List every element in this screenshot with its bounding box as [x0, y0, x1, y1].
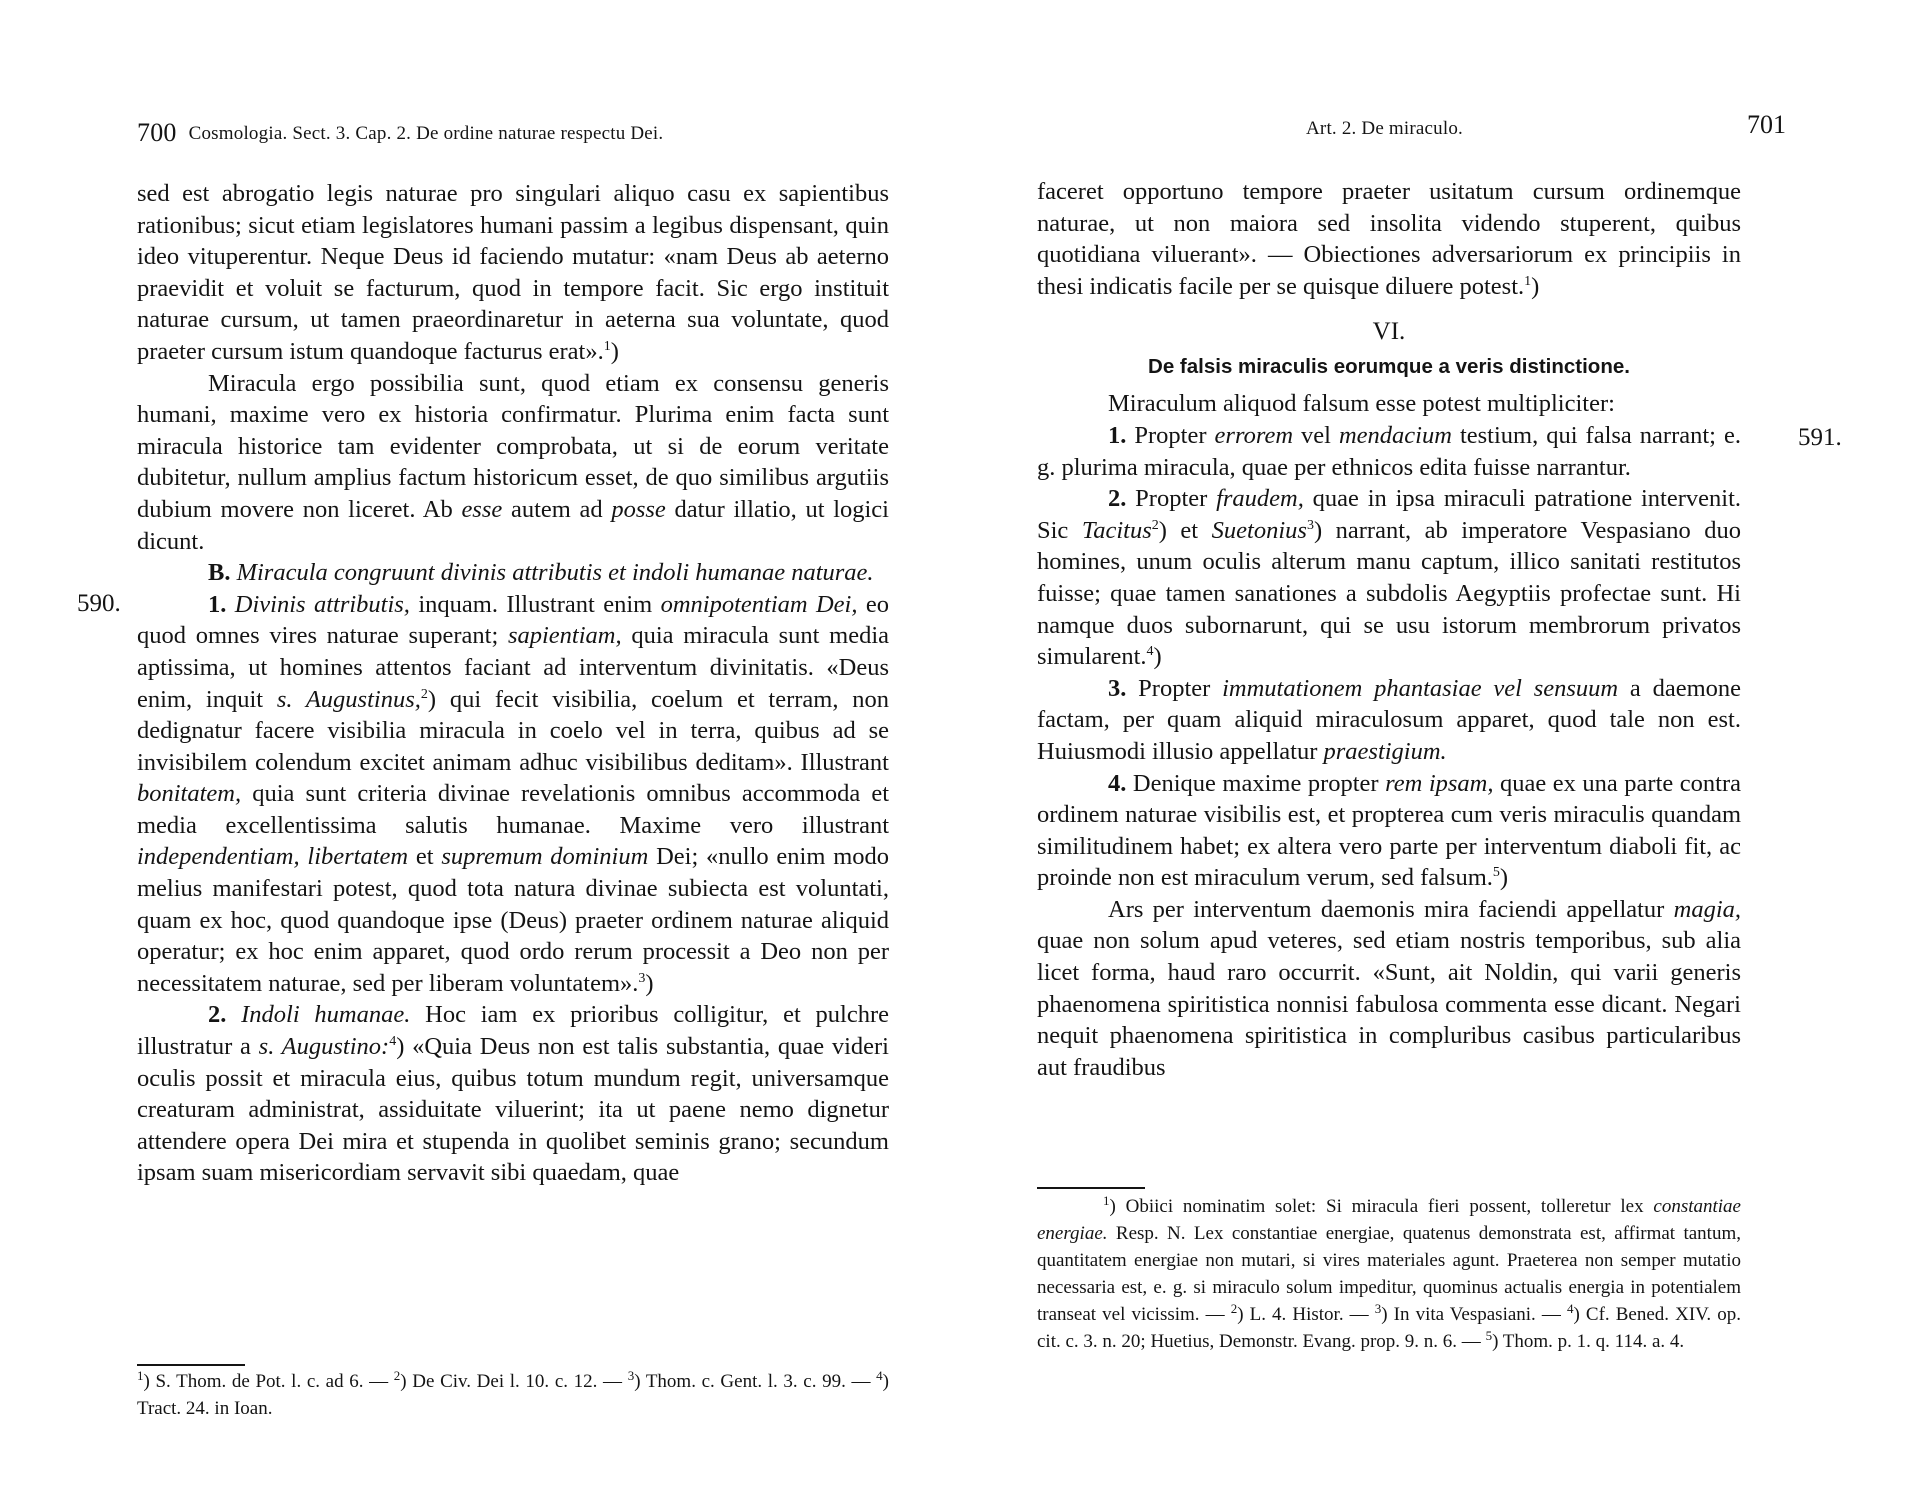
text-run: omnipotentiam Dei, — [660, 590, 858, 618]
text-run: 1. — [208, 590, 227, 618]
footnote-marker: 3 — [627, 1368, 635, 1383]
paragraph — [1037, 420, 1741, 483]
footnote-marker: 5 — [1492, 865, 1500, 881]
text-run: ) Obiici nominatim solet: Si miracula fieri possent, tolleretur lex — [1109, 1196, 1654, 1217]
text-run: 2. — [1108, 485, 1127, 513]
footnote-marker: 1 — [603, 338, 611, 354]
text-run: Suetonius — [1211, 516, 1307, 544]
text-run: ) «Quia Deus non est talis substantia, quae videri oculis possit et miracula eius, quibus totum mundum regit, universamque creaturam administrat, assiduitate viluerint; ita ut paene nemo dignetur attendere opera Dei mira et stupenda in quolibet seminis grano; secundum ipsam suam misericordiam servavit sibi quaedam, quae — [137, 1033, 889, 1187]
footnote-marker: 3 — [638, 970, 646, 986]
page-number: 701 — [1747, 110, 1786, 139]
text-run: 4. — [1108, 769, 1127, 797]
text-run: Propter — [1126, 485, 1217, 513]
text-run: esse — [461, 495, 503, 523]
footnotes — [137, 1368, 889, 1422]
text-run: Divinis attributis, — [234, 590, 410, 618]
text-run: Indoli humanae. — [241, 1001, 411, 1029]
margin-number: 591. — [1798, 424, 1842, 451]
text-run: a daemone factam, per quam aliquid miraculosum apparet, quod tale non est. Huiusmodi illusio appellatur — [1037, 674, 1742, 765]
paragraph — [137, 589, 889, 1000]
running-head-text: Cosmologia. Sect. 3. Cap. 2. De ordine naturae respectu Dei. — [188, 123, 664, 144]
text-run: B. — [208, 559, 231, 587]
footnote-marker: 4 — [876, 1368, 883, 1383]
paragraph — [1037, 673, 1741, 768]
text-run: quae non solum apud veteres, sed etiam nostris temporibus, sub alia licet forma, haud raro occurrit. «Sunt, ait Noldin, qui varii generis phaenomena spiritistica nonnisi fabulosa commenta esse dicant. Negari nequit phaenomena spiritistica in compluribus casibus particularibus aut fraudibus — [1037, 927, 1741, 1081]
paragraph-list — [137, 178, 889, 1189]
footnote-marker: 2 — [1230, 1301, 1238, 1316]
text-run: quia miracula sunt media aptissima, ut homines attentos faciant ad interventum divinitatis. «Deus enim, inquit — [137, 622, 889, 713]
footnote-rule — [137, 1364, 245, 1366]
text-run: Resp. N. Lex constantiae energiae, quatenus demonstrata est, affirmat tantum, quantitatem energiae non mutari, si vires materiales agunt. Praeterea non semper mutatio necessaria est, e. g. si miraculo solum impeditur, quominus actualis energia in potentialem transeat vel vicissim. — — [1037, 1223, 1741, 1325]
text-run: bonitatem, — [137, 780, 242, 808]
footnote-marker: 4 — [1146, 644, 1154, 660]
footnote-marker: 5 — [1485, 1328, 1493, 1343]
margin-number: 590. — [77, 590, 121, 617]
text-run: errorem — [1214, 421, 1294, 449]
text-run — [226, 1001, 241, 1028]
paragraph — [137, 1368, 889, 1422]
paragraph-list — [1037, 388, 1741, 1083]
footnote-marker: 4 — [1566, 1301, 1574, 1316]
section-number: VI. — [1372, 318, 1406, 346]
paragraph — [1037, 176, 1741, 302]
body-text — [1037, 176, 1741, 1083]
right-page — [955, 0, 1910, 1500]
text-run: posse — [611, 495, 666, 523]
text-run: Ars per interventum daemonis mira faciendi appellatur — [1108, 895, 1674, 923]
text-run: 2. — [208, 1001, 227, 1029]
body-text — [137, 178, 889, 1189]
paragraph — [137, 368, 889, 558]
text-run: ) — [1499, 864, 1509, 892]
paragraph — [137, 999, 889, 1189]
text-run: et — [408, 843, 442, 871]
text-run: ) Thom. p. 1. q. 114. a. 4. — [1492, 1331, 1685, 1352]
text-run: ) narrant, ab imperatore Vespasiano duo homines, unum oculis alterum manu captum, illico sanitati restitutos fuisse; quae tamen sanationes a subdolis Aegyptiis profectae sunt. Hi namque duos subornarunt, qui se usu istorum membrorum privatos simularent. — [1037, 516, 1741, 671]
text-run: supremum dominium — [441, 843, 649, 871]
text-run — [226, 591, 234, 618]
text-run: praestigium. — [1323, 737, 1447, 765]
footnote-marker: 1 — [137, 1368, 144, 1383]
text-run: quae ex una parte contra ordinem naturae visibilis est, et propterea cum veris miraculis quandam similitudinem habet; ex altera vero parte per interventum diaboli fit, ac proinde non est miraculum verum, sed falsum. — [1037, 769, 1741, 892]
text-run: sed est abrogatio legis naturae pro singulari aliquo casu ex sapientibus rationibus; sicut etiam legislatores humani passim a legibus dispensant, quin ideo vituperentur. Neque Deus id faciendo mutatur: «nam Deus ab aeterno praevidit et voluit se facturum, quod in tempore facit. Sic ergo instituit naturae cursum, ut tamen praeordinaretur in aeterna sua voluntate, quod praeter cursum istum quandoque facturus erat». — [137, 180, 889, 365]
footnote-marker: 1 — [1103, 1193, 1110, 1208]
text-run: datur illatio, ut logici dicunt. — [137, 495, 889, 555]
text-run: sapientiam, — [507, 622, 622, 650]
footnote-marker: 2 — [393, 1368, 401, 1383]
paragraph — [1037, 483, 1741, 673]
text-run: ) L. 4. Histor. — — [1237, 1304, 1375, 1325]
text-run: constantiae energiae. — [1037, 1196, 1741, 1244]
text-run: Miracula congruunt divinis attributis et indoli humanae naturae. — [236, 559, 874, 587]
text-run: Miracula ergo possibilia sunt, quod etiam ex consensu generis humani, maxime vero ex historia confirmatur. Plurima enim facta sunt miracula historice tam evidenter comprobata, ut si de eorum veritate dubitetur, nullum amplius factum historicum esset, de quo similibus argutiis dubium movere non liceret. Ab — [137, 369, 889, 523]
text-run: Tacitus — [1081, 516, 1152, 544]
text-run: ) Thom. c. Gent. l. 3. c. 99. — — [634, 1371, 877, 1392]
footnotes — [1037, 1193, 1741, 1355]
paragraph — [1037, 894, 1741, 1084]
text-run: quae in ipsa miraculi patratione intervenit. Sic — [1037, 485, 1742, 544]
footnote-marker: 2 — [420, 686, 428, 702]
paragraph — [137, 178, 889, 368]
paragraph — [1037, 388, 1741, 420]
text-run: 1. — [1108, 421, 1127, 449]
text-run: Hoc iam ex prioribus colligitur, et pulchre illustratur a — [137, 1001, 889, 1061]
text-run: s. Augustinus, — [276, 685, 421, 713]
text-run: magia, — [1673, 895, 1741, 923]
text-run: rem ipsam, — [1385, 769, 1494, 797]
text-run: ) — [610, 337, 619, 365]
text-run: Miraculum aliquod falsum esse potest multipliciter: — [1108, 390, 1615, 418]
text-run: ) In vita Vespasiani. — — [1381, 1304, 1567, 1325]
running-head-right: Art. 2. De miraculo. — [1306, 118, 1464, 139]
page-number: 700 — [137, 118, 177, 147]
text-run: testium, qui falsa narrant; e. g. plurima miracula, quae per ethnicos edita fuisse narrantur. — [1037, 421, 1742, 481]
section-title: De falsis miraculis eorumque a veris distinctione. — [1148, 355, 1630, 379]
footnote-marker: 3 — [1374, 1301, 1382, 1316]
text-run: ) qui fecit visibilia, coelum et terram, non dedignatur facere visibilia miracula in coelo vel in terra, quibus ad se invisibilem colendum excitet animam adhuc visibilibus deditam». Illustrant — [137, 685, 889, 776]
footnote-marker: 3 — [1306, 517, 1314, 533]
text-run: inquam. Illustrant enim — [409, 590, 661, 618]
text-run: ) S. Thom. de Pot. l. c. ad 6. — — [143, 1371, 394, 1392]
text-run: quia sunt criteria divinae revelationis omnibus accommoda et media excellentissima salutis humanae. Maxime vero illustrant — [137, 780, 889, 839]
paragraph — [1037, 768, 1741, 894]
footnote-marker: 2 — [1151, 517, 1159, 533]
running-head-left — [137, 118, 663, 148]
text-run: ) De Civ. Dei l. 10. c. 12. — — [400, 1371, 628, 1392]
text-run: ) — [645, 969, 654, 997]
footnote-rule — [1037, 1187, 1145, 1189]
text-run: faceret opportuno tempore praeter usitatum cursum ordinemque naturae, ut non maiora sed insolita videndo stuperent, quibus quotidiana viluerant». — Obiectiones adversariorum ex principiis in thesi indicatis facile per se quisque diluere potest. — [1037, 178, 1741, 300]
text-run: ) Cf. Bened. XIV. op. cit. c. 3. n. 20; Huetius, Demonstr. Evang. prop. 9. n. 6. — — [1037, 1304, 1741, 1352]
paragraph — [137, 557, 889, 589]
text-run: ) et — [1158, 516, 1212, 544]
paragraph — [1037, 1193, 1741, 1355]
footnote-marker: 1 — [1524, 273, 1532, 289]
paragraph-list-top — [1037, 176, 1741, 302]
text-run: independentiam, libertatem — [137, 843, 409, 871]
text-run: autem ad — [502, 495, 612, 523]
text-run: Propter — [1126, 421, 1215, 449]
text-run: mendacium — [1338, 421, 1452, 449]
text-run: fraudem, — [1216, 485, 1304, 513]
text-run: immutationem phantasiae vel sensuum — [1222, 674, 1619, 702]
text-run: vel — [1293, 421, 1339, 449]
text-run: Dei; «nullo enim modo melius manifestari potest, quod tota natura divinae subiecta est voluntati, quam ex hoc, quod quandoque ipse (Deus) praeter ordinem naturae aliquid operatur; ex hoc enim apparet, quod ordo rerum processit a Deo non per necessitatem naturae, sed per liberam voluntatem». — [137, 843, 889, 997]
text-run: s. Augustino: — [258, 1033, 390, 1061]
footnote-marker: 4 — [389, 1034, 397, 1050]
text-run: 3. — [1108, 674, 1127, 702]
text-run: Denique maxime propter — [1126, 769, 1386, 797]
text-run: eo quod omnes vires naturae superant; — [137, 590, 889, 650]
text-run: Propter — [1126, 674, 1223, 702]
text-run: ) — [1531, 272, 1540, 300]
text-run: ) Tract. 24. in Ioan. — [137, 1371, 889, 1419]
text-run: ) — [1153, 643, 1162, 671]
